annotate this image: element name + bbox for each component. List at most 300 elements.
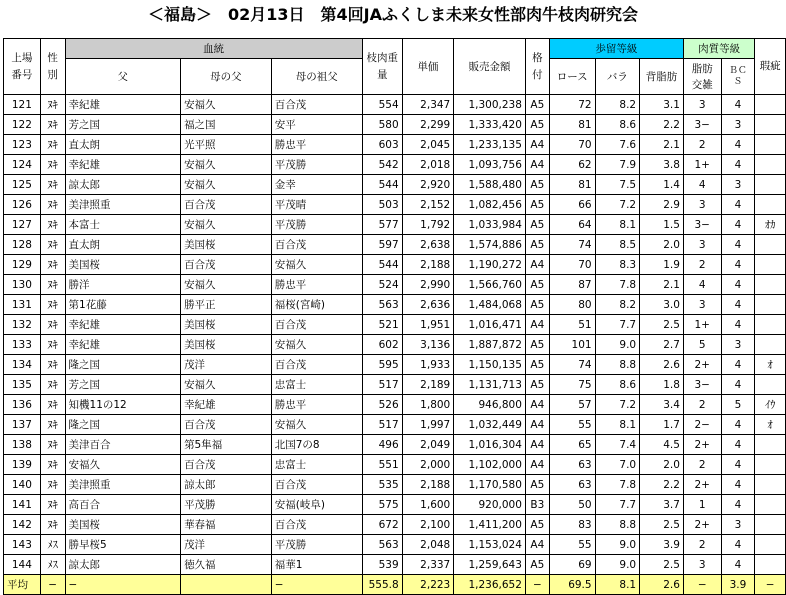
cell-back-fat: 2.7 [640, 335, 684, 355]
cell-grade: A4 [525, 255, 549, 275]
cell-rib: 8.5 [595, 235, 640, 255]
cell-grade: A5 [525, 475, 549, 495]
table-body [4, 95, 786, 575]
cell-rib: 8.1 [595, 215, 640, 235]
cell-sales: 1,333,420 [454, 115, 526, 135]
cell-unit-price: 2,636 [402, 295, 454, 315]
cell-lot: 133 [4, 335, 41, 355]
avg-bms: − [683, 575, 721, 595]
cell-defect [755, 175, 786, 195]
cell-mother-father: 諒太郎 [181, 475, 272, 495]
cell-back-fat: 1.8 [640, 375, 684, 395]
cell-sex: ﾇｷ [40, 455, 65, 475]
cell-lot: 141 [4, 495, 41, 515]
cell-back-fat: 2.9 [640, 195, 684, 215]
cell-weight: 563 [362, 535, 402, 555]
cell-unit-price: 2,018 [402, 155, 454, 175]
cell-weight: 672 [362, 515, 402, 535]
cell-mother-grandfather: 勝忠平 [271, 395, 362, 415]
cell-lot: 127 [4, 215, 41, 235]
cell-lot: 139 [4, 455, 41, 475]
avg-mother-father [181, 575, 272, 595]
cell-sales: 920,000 [454, 495, 526, 515]
cell-back-fat: 2.1 [640, 275, 684, 295]
cell-loin: 55 [549, 535, 595, 555]
cell-bms: 2 [683, 455, 721, 475]
avg-defect: − [755, 575, 786, 595]
cell-father: 隆之国 [65, 355, 181, 375]
cell-grade: A5 [525, 295, 549, 315]
cell-bms: 3 [683, 295, 721, 315]
cell-weight: 554 [362, 95, 402, 115]
cell-sex: ﾇｷ [40, 175, 65, 195]
table-row [4, 535, 786, 555]
cell-weight: 577 [362, 215, 402, 235]
cell-sales: 1,887,872 [454, 335, 526, 355]
cell-rib: 8.2 [595, 95, 640, 115]
cell-lot: 130 [4, 275, 41, 295]
cell-unit-price: 2,188 [402, 255, 454, 275]
cell-loin: 81 [549, 115, 595, 135]
avg-label: 平均 [4, 575, 41, 595]
cell-grade: A5 [525, 235, 549, 255]
cell-sales: 1,170,580 [454, 475, 526, 495]
cell-bcs: 4 [721, 295, 755, 315]
cell-bcs: 3 [721, 335, 755, 355]
cell-rib: 8.6 [595, 115, 640, 135]
cell-lot: 124 [4, 155, 41, 175]
cell-mother-father: 百合茂 [181, 415, 272, 435]
cell-sex: ﾇｷ [40, 115, 65, 135]
cell-lot: 128 [4, 235, 41, 255]
cell-weight: 524 [362, 275, 402, 295]
cell-bms: 2 [683, 255, 721, 275]
cell-loin: 50 [549, 495, 595, 515]
cell-father: 幸紀雄 [65, 315, 181, 335]
cell-bms: 2− [683, 415, 721, 435]
cell-mother-father: 百合茂 [181, 455, 272, 475]
cell-back-fat: 1.4 [640, 175, 684, 195]
cell-bcs: 4 [721, 135, 755, 155]
cell-father: 美国桜 [65, 255, 181, 275]
cell-bcs: 4 [721, 195, 755, 215]
cell-defect [755, 295, 786, 315]
cell-mother-grandfather: 安福(岐阜) [271, 495, 362, 515]
cell-bms: 4 [683, 175, 721, 195]
cell-defect [755, 335, 786, 355]
cell-defect: ｵ [755, 415, 786, 435]
cell-unit-price: 1,600 [402, 495, 454, 515]
cell-father: 幸紀雄 [65, 95, 181, 115]
cell-mother-father: 茂洋 [181, 355, 272, 375]
header-loin: ロース [549, 59, 595, 95]
cell-lot: 125 [4, 175, 41, 195]
cell-bms: 3− [683, 115, 721, 135]
cell-mother-grandfather: 安平 [271, 115, 362, 135]
cell-loin: 70 [549, 135, 595, 155]
table-row [4, 455, 786, 475]
cell-sex: ﾇｷ [40, 515, 65, 535]
cell-mother-father: 華春福 [181, 515, 272, 535]
cell-rib: 8.6 [595, 375, 640, 395]
avg-rib: 8.1 [595, 575, 640, 595]
avg-sales: 1,236,652 [454, 575, 526, 595]
cell-bcs: 3 [721, 115, 755, 135]
cell-back-fat: 1.7 [640, 415, 684, 435]
cell-bcs: 4 [721, 215, 755, 235]
cell-rib: 7.4 [595, 435, 640, 455]
cell-defect [755, 475, 786, 495]
cell-rib: 8.3 [595, 255, 640, 275]
table-row [4, 315, 786, 335]
cell-mother-grandfather: 福桜(宮崎) [271, 295, 362, 315]
cell-grade: A5 [525, 115, 549, 135]
cell-bcs: 3 [721, 175, 755, 195]
cell-sales: 1,233,135 [454, 135, 526, 155]
cell-unit-price: 2,299 [402, 115, 454, 135]
cell-bms: 2+ [683, 355, 721, 375]
cell-mother-father: 美国桜 [181, 315, 272, 335]
cell-bcs: 4 [721, 155, 755, 175]
cell-sex: ﾇｷ [40, 295, 65, 315]
cell-mother-father: 徳久福 [181, 555, 272, 575]
cell-mother-grandfather: 百合茂 [271, 95, 362, 115]
cell-father: 勝洋 [65, 275, 181, 295]
cell-mother-grandfather: 百合茂 [271, 315, 362, 335]
cell-loin: 87 [549, 275, 595, 295]
table-row [4, 255, 786, 275]
cell-weight: 597 [362, 235, 402, 255]
table-row [4, 395, 786, 415]
cell-rib: 8.8 [595, 515, 640, 535]
cell-weight: 539 [362, 555, 402, 575]
cell-weight: 535 [362, 475, 402, 495]
cell-unit-price: 2,045 [402, 135, 454, 155]
cell-rib: 7.2 [595, 395, 640, 415]
table-row [4, 515, 786, 535]
cell-rib: 8.8 [595, 355, 640, 375]
cell-sales: 1,153,024 [454, 535, 526, 555]
cell-mother-grandfather: 安福久 [271, 415, 362, 435]
cell-bcs: 4 [721, 355, 755, 375]
average-row [4, 575, 786, 595]
cell-grade: A5 [525, 275, 549, 295]
cell-sales: 1,131,713 [454, 375, 526, 395]
cell-bcs: 4 [721, 475, 755, 495]
cell-mother-grandfather: 平茂勝 [271, 155, 362, 175]
cell-weight: 603 [362, 135, 402, 155]
header-bcs: ＢＣＳ [721, 59, 755, 95]
cell-weight: 580 [362, 115, 402, 135]
cell-grade: A5 [525, 215, 549, 235]
cell-bcs: 3 [721, 515, 755, 535]
cell-lot: 137 [4, 415, 41, 435]
cell-weight: 496 [362, 435, 402, 455]
cell-bcs: 4 [721, 235, 755, 255]
avg-weight: 555.8 [362, 575, 402, 595]
cell-mother-grandfather: 北国7の8 [271, 435, 362, 455]
table-row [4, 295, 786, 315]
cell-defect: ｲｳ [755, 395, 786, 415]
cell-bms: 3 [683, 195, 721, 215]
cell-weight: 503 [362, 195, 402, 215]
cell-lot: 136 [4, 395, 41, 415]
cell-grade: A4 [525, 395, 549, 415]
cell-grade: A4 [525, 455, 549, 475]
cell-defect [755, 135, 786, 155]
cell-unit-price: 3,136 [402, 335, 454, 355]
cell-father: 芳之国 [65, 115, 181, 135]
cell-grade: A4 [525, 155, 549, 175]
cell-father: 芳之国 [65, 375, 181, 395]
cell-mother-father: 平茂勝 [181, 495, 272, 515]
cell-rib: 7.8 [595, 275, 640, 295]
header-father: 父 [65, 59, 181, 95]
cell-grade: A4 [525, 135, 549, 155]
cell-mother-grandfather: 福華1 [271, 555, 362, 575]
cell-loin: 66 [549, 195, 595, 215]
cell-bcs: 4 [721, 535, 755, 555]
cell-weight: 602 [362, 335, 402, 355]
cell-back-fat: 2.5 [640, 315, 684, 335]
cell-bcs: 4 [721, 435, 755, 455]
cell-lot: 135 [4, 375, 41, 395]
cell-rib: 7.0 [595, 455, 640, 475]
cell-back-fat: 1.9 [640, 255, 684, 275]
cell-loin: 70 [549, 255, 595, 275]
table-row [4, 375, 786, 395]
cell-bcs: 4 [721, 255, 755, 275]
cell-father: 直太朗 [65, 235, 181, 255]
cell-bms: 1+ [683, 315, 721, 335]
cell-mother-grandfather: 百合茂 [271, 235, 362, 255]
cell-mother-father: 茂洋 [181, 535, 272, 555]
avg-mother-grandfather: − [271, 575, 362, 595]
cell-father: 勝早桜5 [65, 535, 181, 555]
header-yield-group: 歩留等級 [549, 39, 683, 59]
table-row [4, 415, 786, 435]
cell-loin: 63 [549, 455, 595, 475]
cell-back-fat: 2.5 [640, 515, 684, 535]
cell-back-fat: 3.9 [640, 535, 684, 555]
cell-sales: 1,300,238 [454, 95, 526, 115]
cell-sex: ﾒｽ [40, 535, 65, 555]
cell-father: 第1花藤 [65, 295, 181, 315]
cell-defect [755, 535, 786, 555]
header-mother-father: 母の父 [181, 59, 272, 95]
cell-defect [755, 515, 786, 535]
cell-loin: 101 [549, 335, 595, 355]
cell-sales: 1,016,304 [454, 435, 526, 455]
cell-unit-price: 2,189 [402, 375, 454, 395]
cell-defect [755, 255, 786, 275]
cell-back-fat: 2.6 [640, 355, 684, 375]
cell-sex: ﾇｷ [40, 195, 65, 215]
cell-grade: A5 [525, 335, 549, 355]
cell-father: 知機11の12 [65, 395, 181, 415]
cell-rib: 9.0 [595, 555, 640, 575]
cell-sex: ﾇｷ [40, 375, 65, 395]
cell-back-fat: 2.5 [640, 555, 684, 575]
header-lot: 上場番号 [4, 39, 41, 95]
cell-rib: 7.7 [595, 315, 640, 335]
cell-lot: 123 [4, 135, 41, 155]
cell-mother-father: 百合茂 [181, 255, 272, 275]
header-rib: バラ [595, 59, 640, 95]
cell-loin: 72 [549, 95, 595, 115]
cell-defect [755, 495, 786, 515]
cell-unit-price: 2,049 [402, 435, 454, 455]
cell-lot: 144 [4, 555, 41, 575]
cell-bms: 3− [683, 215, 721, 235]
cell-defect [755, 195, 786, 215]
carcass-results-table [3, 38, 786, 595]
cell-grade: A4 [525, 415, 549, 435]
cell-lot: 129 [4, 255, 41, 275]
cell-loin: 55 [549, 415, 595, 435]
header-sex: 性別 [40, 39, 65, 95]
cell-mother-grandfather: 百合茂 [271, 515, 362, 535]
cell-grade: A5 [525, 195, 549, 215]
cell-sex: ﾇｷ [40, 215, 65, 235]
cell-back-fat: 4.5 [640, 435, 684, 455]
cell-father: 本富士 [65, 215, 181, 235]
avg-sex: − [40, 575, 65, 595]
cell-rib: 8.2 [595, 295, 640, 315]
cell-weight: 542 [362, 155, 402, 175]
cell-unit-price: 2,048 [402, 535, 454, 555]
cell-rib: 8.1 [595, 415, 640, 435]
cell-sales: 1,259,643 [454, 555, 526, 575]
header-unit-price: 単価 [402, 39, 454, 95]
cell-bms: 1 [683, 495, 721, 515]
cell-mother-grandfather: 金幸 [271, 175, 362, 195]
cell-defect [755, 435, 786, 455]
header-weight: 枝肉重量 [362, 39, 402, 95]
cell-grade: B3 [525, 495, 549, 515]
cell-sales: 1,033,984 [454, 215, 526, 235]
cell-unit-price: 1,951 [402, 315, 454, 335]
cell-sex: ﾇｷ [40, 235, 65, 255]
cell-defect [755, 315, 786, 335]
cell-bcs: 5 [721, 395, 755, 415]
table-row [4, 115, 786, 135]
cell-sex: ﾇｷ [40, 155, 65, 175]
cell-rib: 7.6 [595, 135, 640, 155]
cell-rib: 7.5 [595, 175, 640, 195]
cell-unit-price: 2,337 [402, 555, 454, 575]
cell-loin: 62 [549, 155, 595, 175]
avg-back-fat: 2.6 [640, 575, 684, 595]
cell-defect [755, 455, 786, 475]
cell-grade: A4 [525, 315, 549, 335]
cell-mother-grandfather: 忠富士 [271, 455, 362, 475]
cell-bms: 3− [683, 375, 721, 395]
cell-sex: ﾇｷ [40, 495, 65, 515]
table-row [4, 95, 786, 115]
cell-weight: 595 [362, 355, 402, 375]
cell-defect [755, 375, 786, 395]
cell-sex: ﾇｷ [40, 475, 65, 495]
table-row [4, 195, 786, 215]
cell-sales: 1,566,760 [454, 275, 526, 295]
cell-sex: ﾇｷ [40, 275, 65, 295]
table-row [4, 355, 786, 375]
cell-lot: 122 [4, 115, 41, 135]
cell-back-fat: 3.1 [640, 95, 684, 115]
cell-loin: 63 [549, 475, 595, 495]
table-row [4, 475, 786, 495]
cell-back-fat: 3.0 [640, 295, 684, 315]
cell-defect [755, 115, 786, 135]
cell-grade: A4 [525, 435, 549, 455]
cell-mother-grandfather: 百合茂 [271, 355, 362, 375]
cell-bcs: 4 [721, 415, 755, 435]
cell-sex: ﾇｷ [40, 315, 65, 335]
cell-rib: 9.0 [595, 335, 640, 355]
cell-mother-father: 光平照 [181, 135, 272, 155]
cell-bms: 2 [683, 535, 721, 555]
cell-sales: 1,588,480 [454, 175, 526, 195]
cell-mother-grandfather: 安福久 [271, 335, 362, 355]
cell-unit-price: 2,100 [402, 515, 454, 535]
cell-father: 幸紀雄 [65, 335, 181, 355]
cell-bms: 2 [683, 395, 721, 415]
cell-lot: 142 [4, 515, 41, 535]
cell-bms: 2+ [683, 435, 721, 455]
cell-back-fat: 3.8 [640, 155, 684, 175]
header-bms: 脂肪交雑 [683, 59, 721, 95]
cell-sex: ﾇｷ [40, 255, 65, 275]
cell-bcs: 4 [721, 555, 755, 575]
cell-unit-price: 1,792 [402, 215, 454, 235]
cell-mother-grandfather: 平茂勝 [271, 535, 362, 555]
cell-weight: 551 [362, 455, 402, 475]
header-back-fat: 背脂肪 [640, 59, 684, 95]
cell-loin: 51 [549, 315, 595, 335]
cell-rib: 7.8 [595, 475, 640, 495]
page-title: ＜福島＞ 02月13日 第4回JAふくしま未来女性部肉牛枝肉研究会 [147, 5, 638, 24]
cell-mother-grandfather: 勝忠平 [271, 275, 362, 295]
cell-weight: 544 [362, 255, 402, 275]
cell-bms: 3 [683, 95, 721, 115]
cell-bms: 5 [683, 335, 721, 355]
cell-sales: 1,093,756 [454, 155, 526, 175]
cell-lot: 131 [4, 295, 41, 315]
cell-father: 安福久 [65, 455, 181, 475]
cell-lot: 121 [4, 95, 41, 115]
cell-sales: 1,082,456 [454, 195, 526, 215]
cell-bcs: 4 [721, 315, 755, 335]
cell-defect: ｵ [755, 355, 786, 375]
cell-sex: ﾇｷ [40, 415, 65, 435]
avg-loin: 69.5 [549, 575, 595, 595]
cell-defect [755, 95, 786, 115]
cell-grade: A5 [525, 515, 549, 535]
cell-father: 美津百合 [65, 435, 181, 455]
cell-mother-father: 美国桜 [181, 335, 272, 355]
header-defect: 瑕疵 [755, 39, 786, 95]
cell-mother-father: 勝平正 [181, 295, 272, 315]
cell-defect [755, 275, 786, 295]
cell-unit-price: 1,933 [402, 355, 454, 375]
header-bloodline: 血統 [65, 39, 362, 59]
cell-mother-father: 安福久 [181, 155, 272, 175]
cell-back-fat: 3.7 [640, 495, 684, 515]
cell-sales: 946,800 [454, 395, 526, 415]
cell-rib: 7.2 [595, 195, 640, 215]
cell-bcs: 4 [721, 495, 755, 515]
